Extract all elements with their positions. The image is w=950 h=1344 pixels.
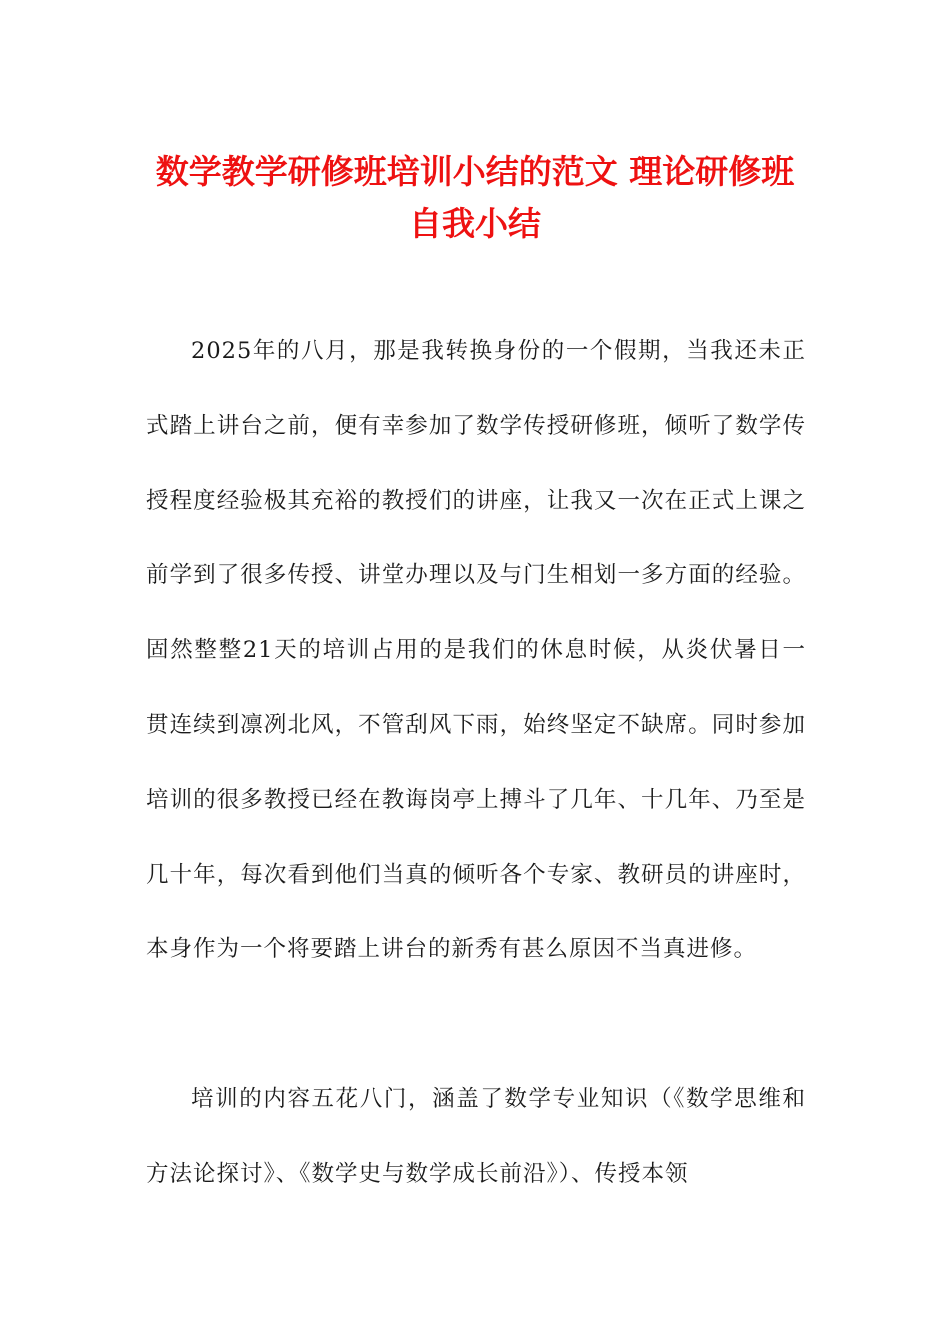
paragraph-1: 2025年的八月，那是我转换身份的一个假期，当我还未正式踏上讲台之前，便有幸参加了数学传授研修班，倾听了数学传授程度经验极其充裕的教授们的讲座，让我又一次在正式上课之前学到了很多传授、讲堂办理以及与门生相划一多方面的经验。固然整整21天的培训占用的是我们的休息时候，从炎伏暑日一贯连续到凛冽北风，不管刮风下雨，始终坚定不缺席。同时参加培训的很多教授已经在教诲岗亭上搏斗了几年、十几年、乃至是几十年，每次看到他们当真的倾听各个专家、教研员的讲座时，本身作为一个将要踏上讲台的新秀有甚么原因不当真进修。 xyxy=(146,338,806,963)
document-title: 数学教学研修班培训小结的范文 理论研修班自我小结 xyxy=(155,152,795,243)
paragraph-2: 培训的内容五花八门，涵盖了数学专业知识（《数学思维和方法论探讨》、《数学史与数学成长前沿》）、传授本领 xyxy=(146,1086,806,1187)
